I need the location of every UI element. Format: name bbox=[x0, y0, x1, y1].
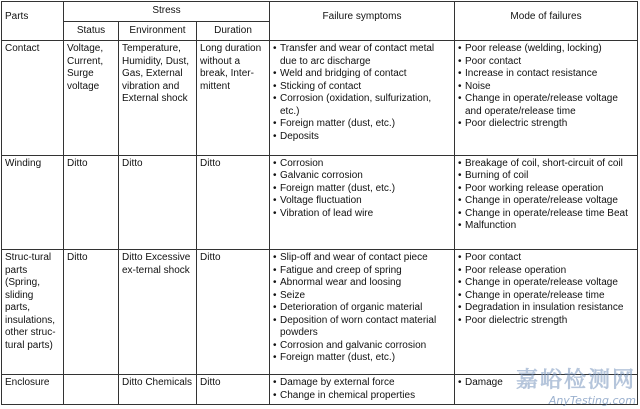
list-item: • Change in operate/release voltage bbox=[458, 195, 634, 208]
cell-environment: Ditto Excessive ex-ternal shock bbox=[119, 250, 197, 375]
cell-symptoms bbox=[270, 375, 455, 405]
list-item: • Poor release (welding, locking) bbox=[458, 43, 634, 56]
header-duration: Duration bbox=[197, 22, 270, 41]
list-item: • Malfunction bbox=[458, 220, 634, 233]
list-item: • Burning of coil bbox=[458, 170, 634, 183]
cell-symptoms bbox=[270, 155, 455, 249]
list-item: • Deposits bbox=[273, 131, 451, 144]
header-mode-of-failures: Mode of failures bbox=[455, 2, 638, 41]
list-item: • Foreign matter (dust, etc.) bbox=[273, 118, 451, 131]
cell-environment: Ditto bbox=[119, 155, 197, 249]
table-row-winding bbox=[2, 155, 638, 249]
header-failure-symptoms: Failure symptoms bbox=[270, 2, 455, 41]
cell-modes bbox=[455, 41, 638, 156]
list-item: • Deposition of worn contact material powders bbox=[273, 315, 451, 340]
list-item: • Degradation in insulation resistance bbox=[458, 302, 634, 315]
cell-status: Voltage, Current, Surge voltage bbox=[64, 41, 119, 156]
cell-status bbox=[64, 375, 119, 405]
list-item: • Poor contact bbox=[458, 252, 634, 265]
list-item: • Voltage fluctuation bbox=[273, 195, 451, 208]
symptom-list bbox=[273, 377, 451, 402]
cell-duration: Long duration without a break, Inter-mittent bbox=[197, 41, 270, 156]
list-item: • Vibration of lead wire bbox=[273, 208, 451, 221]
list-item: • Change in operate/release time bbox=[458, 290, 634, 303]
list-item: • Corrosion (oxidation, sulfurization, etc.) bbox=[273, 93, 451, 118]
cell-parts: Enclosure bbox=[2, 375, 64, 405]
header-status: Status bbox=[64, 22, 119, 41]
cell-symptoms bbox=[270, 250, 455, 375]
symptom-list bbox=[273, 252, 451, 365]
cell-duration: Ditto bbox=[197, 155, 270, 249]
cell-duration: Ditto bbox=[197, 250, 270, 375]
list-item: • Damage bbox=[458, 377, 634, 390]
list-item: • Change in chemical properties bbox=[273, 390, 451, 403]
mode-list bbox=[458, 377, 634, 390]
list-item: • Poor contact bbox=[458, 56, 634, 69]
watermark-cn: 嘉峪检测网 bbox=[515, 368, 636, 393]
symptom-list bbox=[273, 158, 451, 221]
list-item: • Poor dielectric strength bbox=[458, 118, 634, 131]
list-item: • Damage by external force bbox=[273, 377, 451, 390]
list-item: • Slip-off and wear of contact piece bbox=[273, 252, 451, 265]
list-item: • Foreign matter (dust, etc.) bbox=[273, 183, 451, 196]
header-environment: Environment bbox=[119, 22, 197, 41]
list-item: • Change in operate/release voltage bbox=[458, 277, 634, 290]
symptom-list bbox=[273, 43, 451, 143]
list-item: • Seize bbox=[273, 290, 451, 303]
list-item: • Noise bbox=[458, 81, 634, 94]
table-row-contact bbox=[2, 41, 638, 156]
cell-modes bbox=[455, 375, 638, 405]
list-item: • Fatigue and creep of spring bbox=[273, 265, 451, 278]
header-row-1 bbox=[2, 2, 638, 22]
list-item: • Foreign matter (dust, etc.) bbox=[273, 352, 451, 365]
cell-status: Ditto bbox=[64, 155, 119, 249]
cell-parts: Winding bbox=[2, 155, 64, 249]
mode-list bbox=[458, 43, 634, 131]
failure-modes-table bbox=[1, 1, 638, 405]
cell-environment: Temperature, Humidity, Dust, Gas, External vibration and External shock bbox=[119, 41, 197, 156]
list-item: • Abnormal wear and loosing bbox=[273, 277, 451, 290]
cell-parts: Contact bbox=[2, 41, 64, 156]
list-item: • Increase in contact resistance bbox=[458, 68, 634, 81]
table-row-structural-parts bbox=[2, 250, 638, 375]
list-item: • Poor release operation bbox=[458, 265, 634, 278]
cell-modes bbox=[455, 250, 638, 375]
cell-symptoms bbox=[270, 41, 455, 156]
mode-list bbox=[458, 158, 634, 233]
watermark-en: AnyTesting.com bbox=[548, 394, 636, 407]
list-item: • Poor working release operation bbox=[458, 183, 634, 196]
list-item: • Weld and bridging of contact bbox=[273, 68, 451, 81]
cell-status: Ditto bbox=[64, 250, 119, 375]
header-parts: Parts bbox=[2, 2, 64, 41]
list-item: • Change in operate/release voltage and operate/release time bbox=[458, 93, 634, 118]
cell-environment: Ditto Chemicals bbox=[119, 375, 197, 405]
list-item: • Galvanic corrosion bbox=[273, 170, 451, 183]
cell-duration: Ditto bbox=[197, 375, 270, 405]
list-item: • Transfer and wear of contact metal due to arc discharge bbox=[273, 43, 451, 68]
list-item: • Deterioration of organic material bbox=[273, 302, 451, 315]
cell-parts: Struc-tural parts (Spring, sliding parts, insulations, other struc-tural parts) bbox=[2, 250, 64, 375]
table-row-enclosure bbox=[2, 375, 638, 405]
mode-list bbox=[458, 252, 634, 327]
list-item: • Poor dielectric strength bbox=[458, 315, 634, 328]
header-stress: Stress bbox=[64, 2, 270, 22]
list-item: • Change in operate/release time Beat bbox=[458, 208, 634, 221]
list-item: • Corrosion bbox=[273, 158, 451, 171]
list-item: • Sticking of contact bbox=[273, 81, 451, 94]
list-item: • Corrosion and galvanic corrosion bbox=[273, 340, 451, 353]
cell-modes bbox=[455, 155, 638, 249]
list-item: • Breakage of coil, short-circuit of coil bbox=[458, 158, 634, 171]
